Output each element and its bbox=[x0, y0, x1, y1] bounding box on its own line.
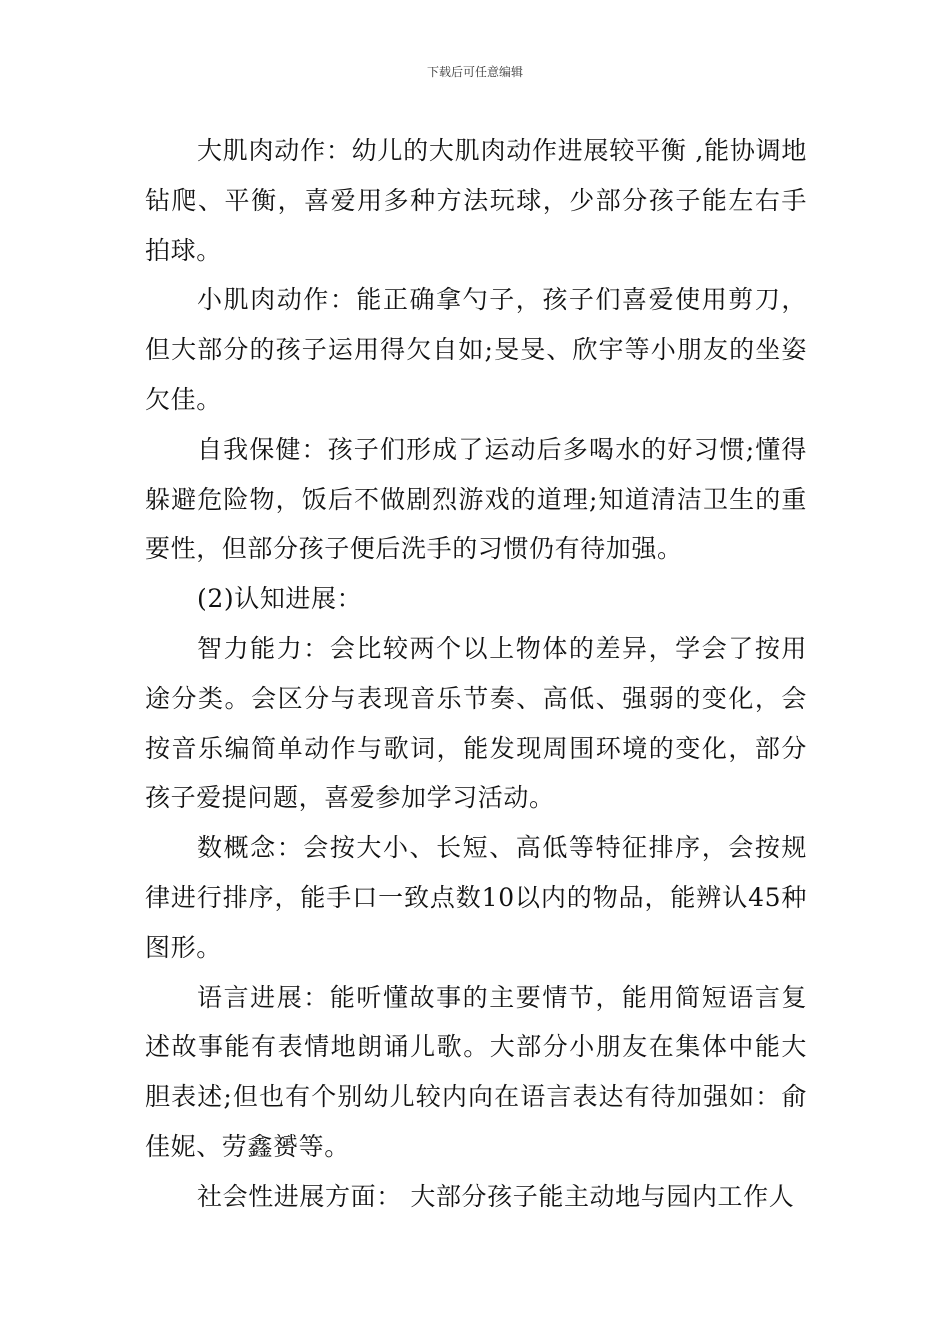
paragraph-gross-motor: 大肌肉动作：幼儿的大肌肉动作进展较平衡 ,能协调地钻爬、平衡，喜爱用多种方法玩球，少部分孩子能左右手拍球。 bbox=[145, 136, 807, 265]
paragraph-number-concept: 数概念：会按大小、长短、高低等特征排序，会按规律进行排序，能手口一致点数10以内的物品，能辨认45种图形。 bbox=[145, 833, 807, 962]
paragraph-fine-motor: 小肌肉动作：能正确拿勺子，孩子们喜爱使用剪刀，但大部分的孩子运用得欠自如;旻旻、欣宇等小朋友的坐姿欠佳。 bbox=[145, 285, 807, 414]
paragraph-intelligence: 智力能力：会比较两个以上物体的差异，学会了按用途分类。会区分与表现音乐节奏、高低、强弱的变化，会按音乐编简单动作与歌词，能发现周围环境的变化，部分孩子爱提问题，喜爱参加学习活动。 bbox=[145, 633, 807, 813]
paragraph-social: 社会性进展方面： 大部分孩子能主动地与园内工作人 bbox=[197, 1181, 795, 1211]
page-header: 下载后可任意编辑 bbox=[426, 65, 523, 79]
paragraph-language: 语言进展：能听懂故事的主要情节，能用简短语言复述故事能有表情地朗诵儿歌。大部分小朋友在集体中能大胆表述;但也有个别幼儿较内向在语言表达有待加强如：俞佳妮、劳鑫赟等。 bbox=[145, 982, 807, 1161]
paragraph-self-care: 自我保健：孩子们形成了运动后多喝水的好习惯;懂得躲避危险物，饭后不做剧烈游戏的道理;知道清洁卫生的重要性，但部分孩子便后洗手的习惯仍有待加强。 bbox=[145, 434, 807, 564]
document-body bbox=[145, 126, 807, 1222]
section-heading-cognitive: (2)认知进展： bbox=[197, 584, 363, 614]
